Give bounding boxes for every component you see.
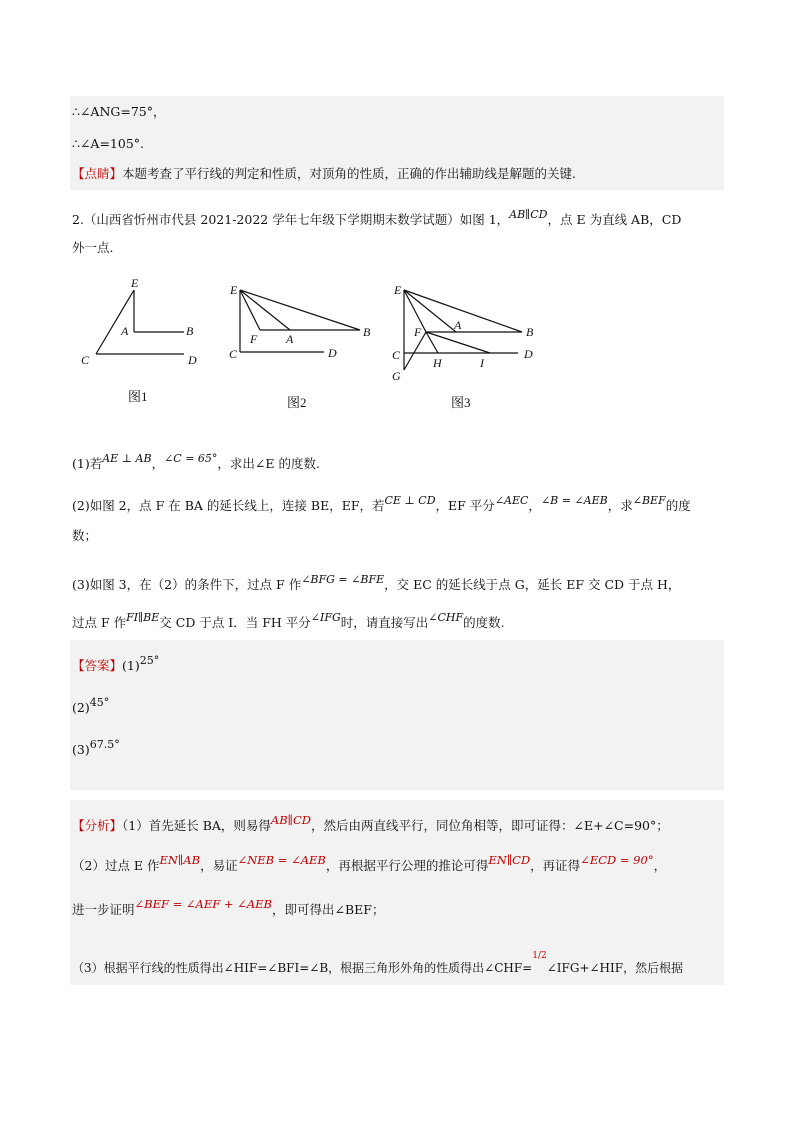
dianjing-text: 本题考查了平行线的判定和性质，对顶角的性质，正确的作出辅助线是解题的关键. <box>122 166 576 181</box>
analysis-l4-b: ∠IFG+∠HIF，然后根据 <box>546 961 684 975</box>
q1-math-2: ∠C = 65° <box>164 452 218 465</box>
fig3-label-f: F <box>414 325 422 339</box>
answer-line-3 <box>72 738 120 759</box>
prev-solution-line-1: ∴∠ANG=75°， <box>72 104 166 119</box>
q3-math-1: ∠BFG = ∠BFE <box>301 573 385 586</box>
problem-intro-text-a: 2.（山西省忻州市代县 2021-2022 学年七年级下学期期末数学试题）如图 1， <box>72 212 510 227</box>
fig1-label-d: D <box>188 353 197 367</box>
answer-value-3: 67.5° <box>89 738 120 751</box>
q2-math-4: ∠BEF <box>632 494 666 507</box>
question-3 <box>72 573 681 594</box>
fig2-label-a: A <box>286 332 294 346</box>
fig1-label-a: A <box>121 324 129 338</box>
fig3-label-i: I <box>480 356 484 370</box>
figure-2 <box>228 280 378 366</box>
analysis-l2-c: ，再根据平行公理的推论可得 <box>325 858 489 873</box>
q3-text-c: 过点 F 作 <box>72 615 127 630</box>
analysis-l2-e: ， <box>653 858 667 873</box>
answer-part-2: (2) <box>72 700 90 715</box>
q2-text-b: ，EF 平分 <box>435 498 495 513</box>
question-2 <box>72 494 691 515</box>
analysis-l3-math: ∠BEF = ∠AEF + ∠AEB <box>134 897 272 911</box>
fig3-label-e: E <box>394 283 402 297</box>
answer-tag: 【答案】 <box>72 658 123 673</box>
q2-text-c: ， <box>528 498 541 513</box>
q1-text-a: (1)若 <box>72 456 103 471</box>
fig2-label-e: E <box>230 283 238 297</box>
analysis-l2-math-1: EN∥AB <box>159 853 201 867</box>
analysis-tag: 【分析】 <box>72 818 123 833</box>
analysis-line-2 <box>72 853 667 874</box>
q3-math-3: ∠IFG <box>310 611 341 624</box>
q1-math-1: AE ⊥ AB <box>102 452 152 465</box>
dianjing-tag: 【点睛】 <box>72 166 123 181</box>
answer-value-1: 25° <box>139 654 160 667</box>
q2-text-d: ，求 <box>607 498 633 513</box>
fig3-label-a: A <box>454 318 462 332</box>
analysis-l4-a: （3）根据平行线的性质得出∠HIF=∠BFI=∠B，根据三角形外角的性质得出∠CHF= <box>72 961 533 975</box>
analysis-l2-d: ，再证得 <box>530 858 581 873</box>
q1-text-c: ，求出∠E 的度数. <box>217 456 320 471</box>
analysis-l3-a: 进一步证明 <box>72 902 135 917</box>
analysis-l2-math-3: EN∥CD <box>488 853 531 867</box>
figure-3 <box>390 280 542 386</box>
figure-1 <box>76 272 206 372</box>
fig2-label-f: F <box>250 332 258 346</box>
q2-text-e: 的度 <box>665 498 691 513</box>
problem-intro <box>72 208 682 229</box>
analysis-l1-b: ，然后由两直线平行，同位角相等，即可证得：∠E+∠C=90°； <box>311 818 669 833</box>
analysis-l2-a: （2）过点 E 作 <box>72 858 160 873</box>
figure-3-caption: 图3 <box>451 395 471 410</box>
analysis-line-3 <box>72 897 385 918</box>
question-2-line-2: 数； <box>72 528 98 543</box>
analysis-l2-math-2: ∠NEB = ∠AEB <box>237 853 326 867</box>
fig3-label-c: C <box>392 348 401 362</box>
q3-text-e: 时，请直接写出 <box>340 615 429 630</box>
analysis-line-1 <box>72 813 669 834</box>
analysis-l1-math: AB∥CD <box>270 813 311 827</box>
problem-intro-line-2: 外一点. <box>72 240 114 255</box>
q1-text-b: ， <box>151 456 165 471</box>
dianjing-line <box>72 166 576 182</box>
fig3-label-d: D <box>524 347 533 361</box>
fig3-label-g: G <box>392 369 401 383</box>
analysis-l2-b: ，易证 <box>200 858 238 873</box>
q2-text-a: (2)如图 2，点 F 在 BA 的延长线上，连接 BE，EF，若 <box>72 498 385 513</box>
analysis-l1-a: （1）首先延长 BA，则易得 <box>122 818 271 833</box>
q3-text-a: (3)如图 3，在（2）的条件下，过点 F 作 <box>72 577 302 592</box>
q3-text-f: 的度数. <box>463 615 505 630</box>
answer-line-2 <box>72 696 110 717</box>
fig3-label-b: B <box>526 325 534 339</box>
analysis-l4-fraction: 1/2 <box>532 951 547 961</box>
q3-math-4: ∠CHF <box>428 611 464 624</box>
analysis-l2-math-4: ∠ECD = 90° <box>580 853 654 867</box>
prev-solution-line-2: ∴∠A=105°. <box>72 136 145 151</box>
q3-text-b: ，交 EC 的延长线于点 G，延长 EF 交 CD 于点 H， <box>384 577 681 592</box>
answer-value-2: 45° <box>89 696 110 709</box>
fig1-label-b: B <box>186 324 194 338</box>
fig1-label-e: E <box>131 276 139 290</box>
q3-text-d: 交 CD 于点 I．当 FH 平分 <box>159 615 311 630</box>
answer-line-1 <box>72 654 160 675</box>
analysis-l3-b: ，即可得出∠BEF； <box>271 902 385 917</box>
problem-intro-math: AB∥CD <box>509 208 548 221</box>
answer-part-1: (1) <box>122 658 140 673</box>
question-1 <box>72 452 320 473</box>
fig2-label-c: C <box>229 347 238 361</box>
q2-math-1: CE ⊥ CD <box>384 494 436 507</box>
fig2-label-d: D <box>328 346 337 360</box>
q3-math-2: FI∥BE <box>126 611 160 624</box>
analysis-line-4 <box>72 951 684 978</box>
fig3-label-h: H <box>433 356 442 370</box>
answer-band <box>70 640 724 790</box>
q2-math-3: ∠B = ∠AEB <box>540 494 608 507</box>
fig1-label-c: C <box>81 353 90 367</box>
question-3-line-2 <box>72 611 505 632</box>
q2-math-2: ∠AEC <box>494 494 529 507</box>
figure-2-caption: 图2 <box>287 395 307 410</box>
answer-part-3: (3) <box>72 742 90 757</box>
figure-1-caption: 图1 <box>128 389 148 404</box>
fig2-label-b: B <box>363 325 371 339</box>
problem-intro-text-b: ，点 E 为直线 AB，CD <box>547 212 682 227</box>
